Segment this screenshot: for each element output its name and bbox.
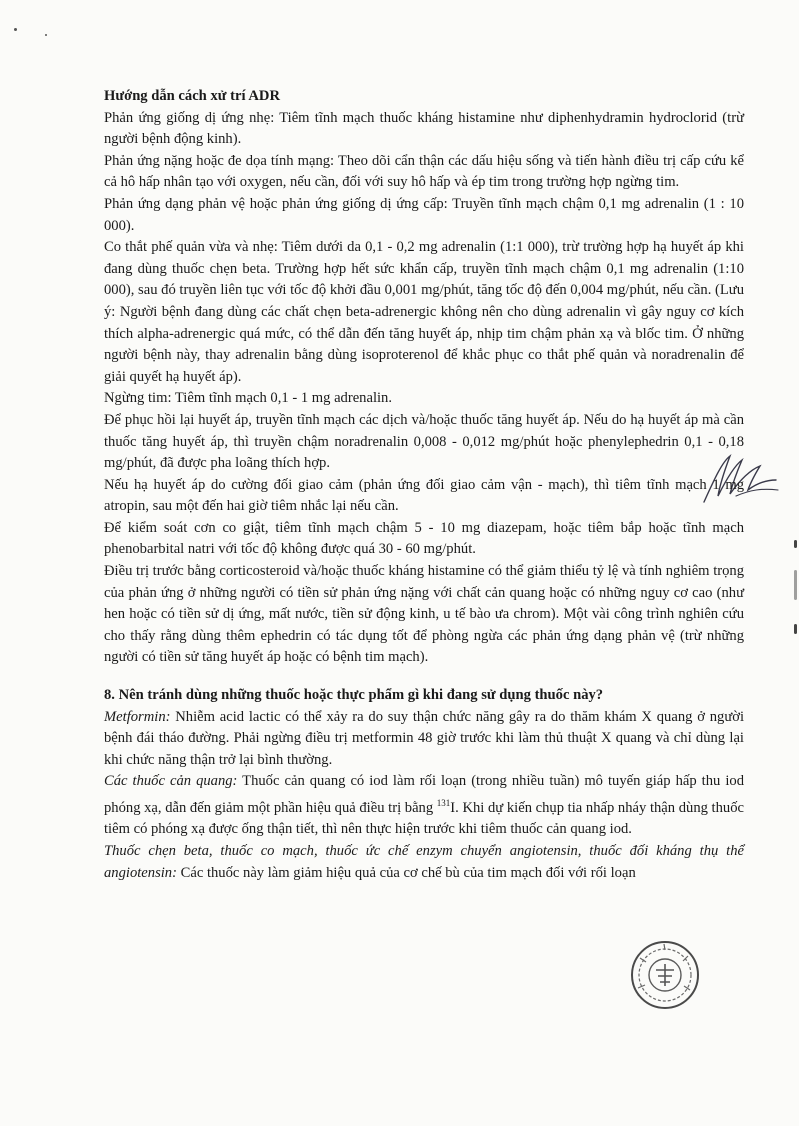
interaction-text: Thuốc cản quang có iod làm rối loạn (trong nhiều tuần) mô tuyến giáp hấp thu iod phóng xạ, dẫn đến giảm một phần hiệu quả điều trị bằng (104, 773, 744, 816)
scan-speck (45, 34, 47, 36)
seal-stamp (628, 938, 702, 1012)
edge-mark (794, 624, 797, 634)
interaction-metformin (104, 707, 744, 772)
adr-mild-reaction: Phản ứng giống dị ứng nhẹ: Tiêm tĩnh mạch thuốc kháng histamine như diphenhydramin hydroclorid (trừ người bệnh động kinh). (104, 109, 744, 148)
isotope-superscript: 131 (436, 798, 451, 808)
interaction-label: Metformin: (104, 708, 171, 725)
interaction-label: Các thuốc cản quang: (104, 773, 238, 790)
edge-mark (794, 540, 797, 548)
edge-mark (794, 570, 797, 600)
interaction-text: Nhiễm acid lactic có thể xảy ra do suy thận chức năng gây ra do thăm khám X quang ở người bệnh đái tháo đường. Phải ngừng điều trị metformin 48 giờ trước khi làm thủ thuật X quang và chỉ dùng lại khi chức năng thận trở lại bình thường. (104, 708, 744, 768)
adr-anaphylactoid: Phản ứng dạng phản vệ hoặc phản ứng giống dị ứng cấp: Truyền tĩnh mạch chậm 0,1 mg adrenalin (1 : 10 000). (104, 195, 744, 234)
document-body (104, 86, 744, 884)
adr-severe-reaction: Phản ứng nặng hoặc đe dọa tính mạng: Theo dõi cẩn thận các dấu hiệu sống và tiến hành điều trị cấp cứu kể cả hô hấp nhân tạo với oxygen, nếu cần, đối với suy hô hấp và ép tim trong trường hợp ngừng tim. (104, 152, 744, 191)
adr-cardiac-arrest: Ngừng tim: Tiêm tĩnh mạch 0,1 - 1 mg adrenalin. (104, 390, 393, 407)
adr-seizure: Để kiểm soát cơn co giật, tiêm tĩnh mạch chậm 5 - 10 mg diazepam, hoặc tiêm bắp hoặc tĩnh mạch phenobarbital natri với tốc độ không được quá 30 - 60 mg/phút. (104, 519, 744, 558)
adr-pretreatment: Điều trị trước bằng corticosteroid và/hoặc thuốc kháng histamine có thể giảm thiểu tỷ lệ và tính nghiêm trọng của phản ứng ở những người có tiền sử phản ứng nặng với chất cản quang hoặc có những nguy cơ cao (như hen hoặc có tiền sử dị ứng, mất nước, tiền sử động kinh, u tế bào ưa chrom). Một vài công trình nghiên cứu cho thấy rằng dùng thêm ephedrin có tác dụng tốt để phòng ngừa các phản ứng dạng phản vệ (trừ những người có tiền sử tăng huyết áp hoặc có bệnh tim mạch). (104, 563, 744, 666)
scan-speck (14, 28, 17, 31)
adr-blood-pressure: Để phục hồi lại huyết áp, truyền tĩnh mạch các dịch và/hoặc thuốc tăng huyết áp. Nếu do hạ huyết áp mà cần thuốc tăng huyết áp, thì truyền chậm noradrenalin 0,008 - 0,012 mg/phút hoặc phenylephedrin 0,1 - 0,18 mg/phút, đã được pha loãng thích hợp. (104, 411, 744, 472)
interaction-contrast (104, 771, 744, 841)
adr-vagal-hypotension: Nếu hạ huyết áp do cường đối giao cảm (phản ứng đối giao cảm vận - mạch), thì tiêm tĩnh mạch 1 mg atropin, sau một đến hai giờ tiêm nhắc lại nếu cần. (104, 476, 744, 515)
adr-bronchospasm: Co thắt phế quản vừa và nhẹ: Tiêm dưới da 0,1 - 0,2 mg adrenalin (1:1 000), trừ trường hợp hạ huyết áp khi đang dùng thuốc chẹn beta. Trường hợp hết sức khẩn cấp, truyền tĩnh mạch chậm 0,1 mg adrenalin (1:10 000), sau đó truyền liên tục với tốc độ khởi đầu 0,001 mg/phút, tăng tốc độ đến 0,004 mg/phút, nếu cần. (Lưu ý: Người bệnh đang dùng các chất chẹn beta-adrenergic không nên cho dùng adrenalin vì gây nguy cơ kích thích alpha-adrenergic quá mức, có thể dẫn đến tăng huyết áp, nhịp tim chậm phản xạ và blốc tim. Ở những người bệnh này, thay adrenalin bằng dùng isoproterenol để khắc phục co thắt phế quản và noradrenalin để giải quyết hạ huyết áp). (104, 239, 744, 385)
interaction-text: Các thuốc này làm giảm hiệu quả của cơ chế bù của tim mạch đối với rối loạn (176, 864, 636, 881)
interaction-beta-blockers (104, 841, 744, 884)
adr-heading: Hướng dẫn cách xử trí ADR (104, 88, 281, 104)
interaction-label: Thuốc chẹn beta, thuốc co mạch, thuốc ức chế enzym chuyển angiotensin, thuốc đối kháng thụ thể angiotensin: (104, 843, 744, 881)
section-8-title: 8. Nên tránh dùng những thuốc hoặc thực phẩm gì khi đang sử dụng thuốc này? (104, 687, 604, 704)
interaction-text-cont: I. Khi dự kiến chụp tia nhấp nháy thận dùng thuốc tiêm có phóng xạ được ống thận tiết, thì nên thực hiện trước khi tiêm thuốc cản quang iod. (104, 799, 744, 838)
